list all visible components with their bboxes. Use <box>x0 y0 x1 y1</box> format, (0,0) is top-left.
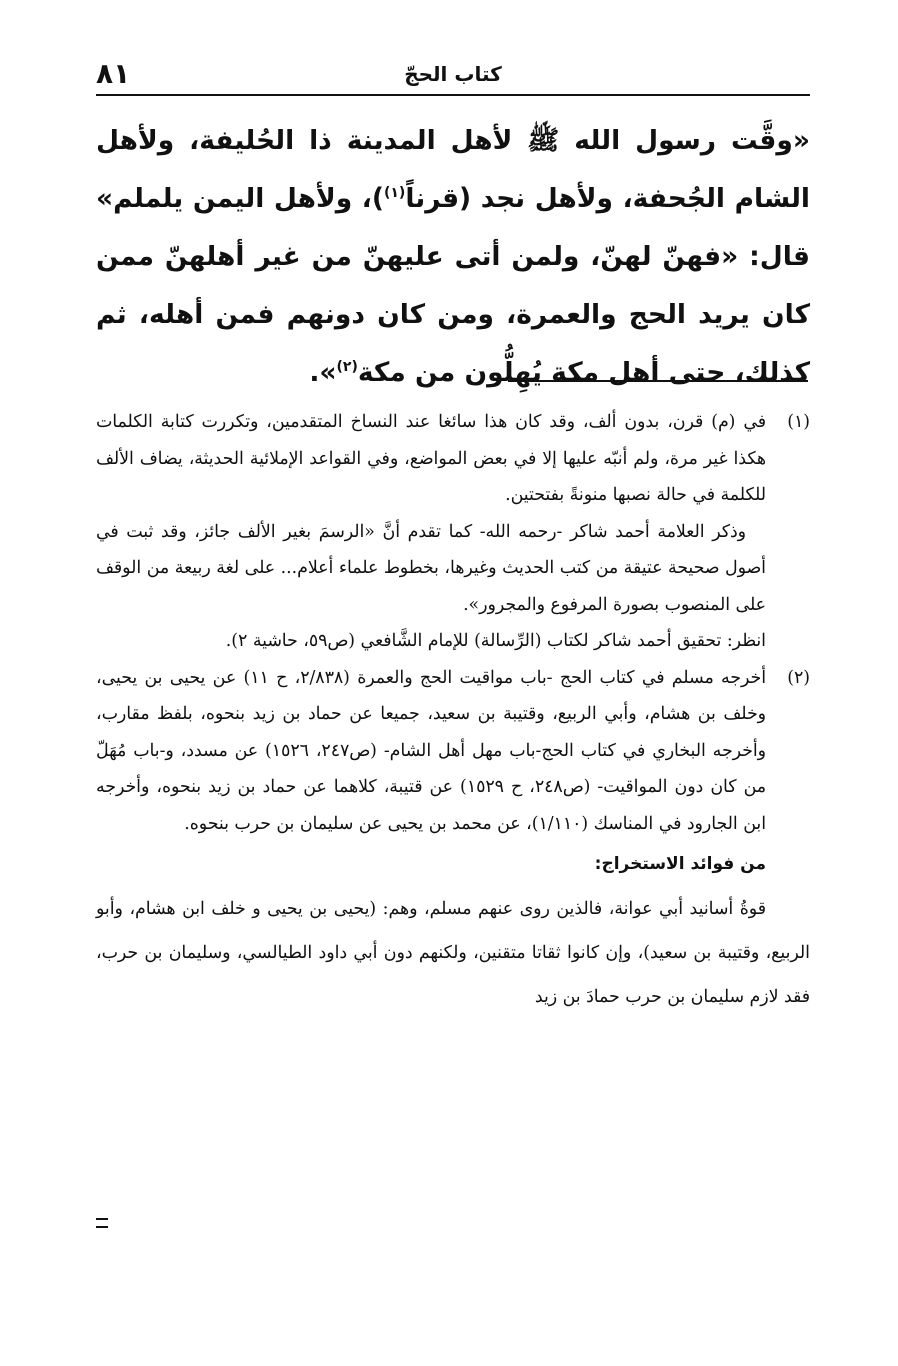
hadith-text <box>96 112 810 402</box>
section-heading: من فوائد الاستخراج: <box>594 854 766 874</box>
page-header <box>96 58 810 94</box>
continuation-mark <box>96 1218 108 1228</box>
footnote-1-text: في (م) قرن، بدون ألف، وقد كان هذا سائغا عند النساخ المتقدمين، وتكررت كتابة الكلمات هكذا غير مرة، ولم أنبّه عليها إلا في بعض المواضع، وفي القواعد الإملائية الحديثة، يضاف الألف للكلمة في حالة نصبها منونةً بفتحتين. <box>96 412 766 505</box>
footnote-2-number: (٢) <box>787 667 810 688</box>
hadith-text-part2: )، ولأهل اليمن يلملم» قال: «فهنّ لهنّ، ولمن أتى عليهنّ من غير أهلهنّ ممن كان يريد الحج والعمرة، ومن كان دونهم فمن أهله، ثم كذلك، حتى أهل مكة يُهِلُّون من مكة <box>96 183 810 388</box>
footnote-2-text: أخرجه مسلم في كتاب الحج -باب مواقيت الحج والعمرة (٢/٨٣٨، ح ١١) عن يحيى بن يحيى، وخلف بن هشام، وأبي الربيع، وقتيبة بن سعيد، جميعا عن حماد بن زيد بنحوه، بلفظ مقارب، وأخرجه البخاري في كتاب الحج-باب مهل أهل الشام- (ص٢٤٧، ١٥٢٦) عن مسدد، و-باب مُهَلّ من كان دون المواقيت- (ص٢٤٨، ح ١٥٢٩) عن قتيبة، كلاهما عن حماد بن زيد بنحوه، وأخرجه ابن الجارود في المناسك (١/١١٠)، عن محمد بن يحيى عن سليمان بن حرب بنحوه. <box>96 667 766 834</box>
footnotes-section <box>96 404 810 1019</box>
hadith-text-part1: «وقَّت رسول الله ﷺ لأهل المدينة ذا الحُليفة، ولأهل الشام الجُحفة، ولأهل نجد (قرناً <box>96 125 810 214</box>
footnote-1-paragraph-2: وذكر العلامة أحمد شاكر -رحمه الله- كما تقدم أنَّ «الرسمَ بغير الألف جائز، وقد ثبت في أصول صحيحة عتيقة من كتب الحديث وغيرها، بخطوط علماء أعلام... على لغة ربيعة من الوقف على المنصوب بصورة المرفوع والمجرور». <box>96 521 766 615</box>
footnote-1-number: (١) <box>787 412 810 432</box>
page-number: ٨١ <box>96 57 131 90</box>
footnote-1 <box>96 404 810 514</box>
header-divider <box>96 94 810 96</box>
footnote-2 <box>96 660 810 843</box>
body-paragraph: قوةُ أسانيد أبي عوانة، فالذين روى عنهم مسلم، وهم: (يحيى بن يحيى و خلف ابن هشام، وأبو الربيع، وقتيبة بن سعيد)، وإن كانوا ثقاتا متقنين، ولكنهم دون أبي داود الطيالسي، وسليمان بن حرب، فقد لازم سليمان بن حرب حمادَ بن زيد <box>96 898 810 1007</box>
page-title: كتاب الحجّ <box>404 62 502 86</box>
footnote-divider <box>508 380 808 382</box>
footnote-ref-2: (٢) <box>336 359 358 376</box>
footnote-ref-1: (١) <box>383 185 406 202</box>
footnote-1-paragraph-3: انظر: تحقيق أحمد شاكر لكتاب (الرِّسالة) للإمام الشَّافعي (ص٥٩، حاشية ٢). <box>225 631 766 651</box>
hadith-text-part3: ». <box>309 357 337 388</box>
